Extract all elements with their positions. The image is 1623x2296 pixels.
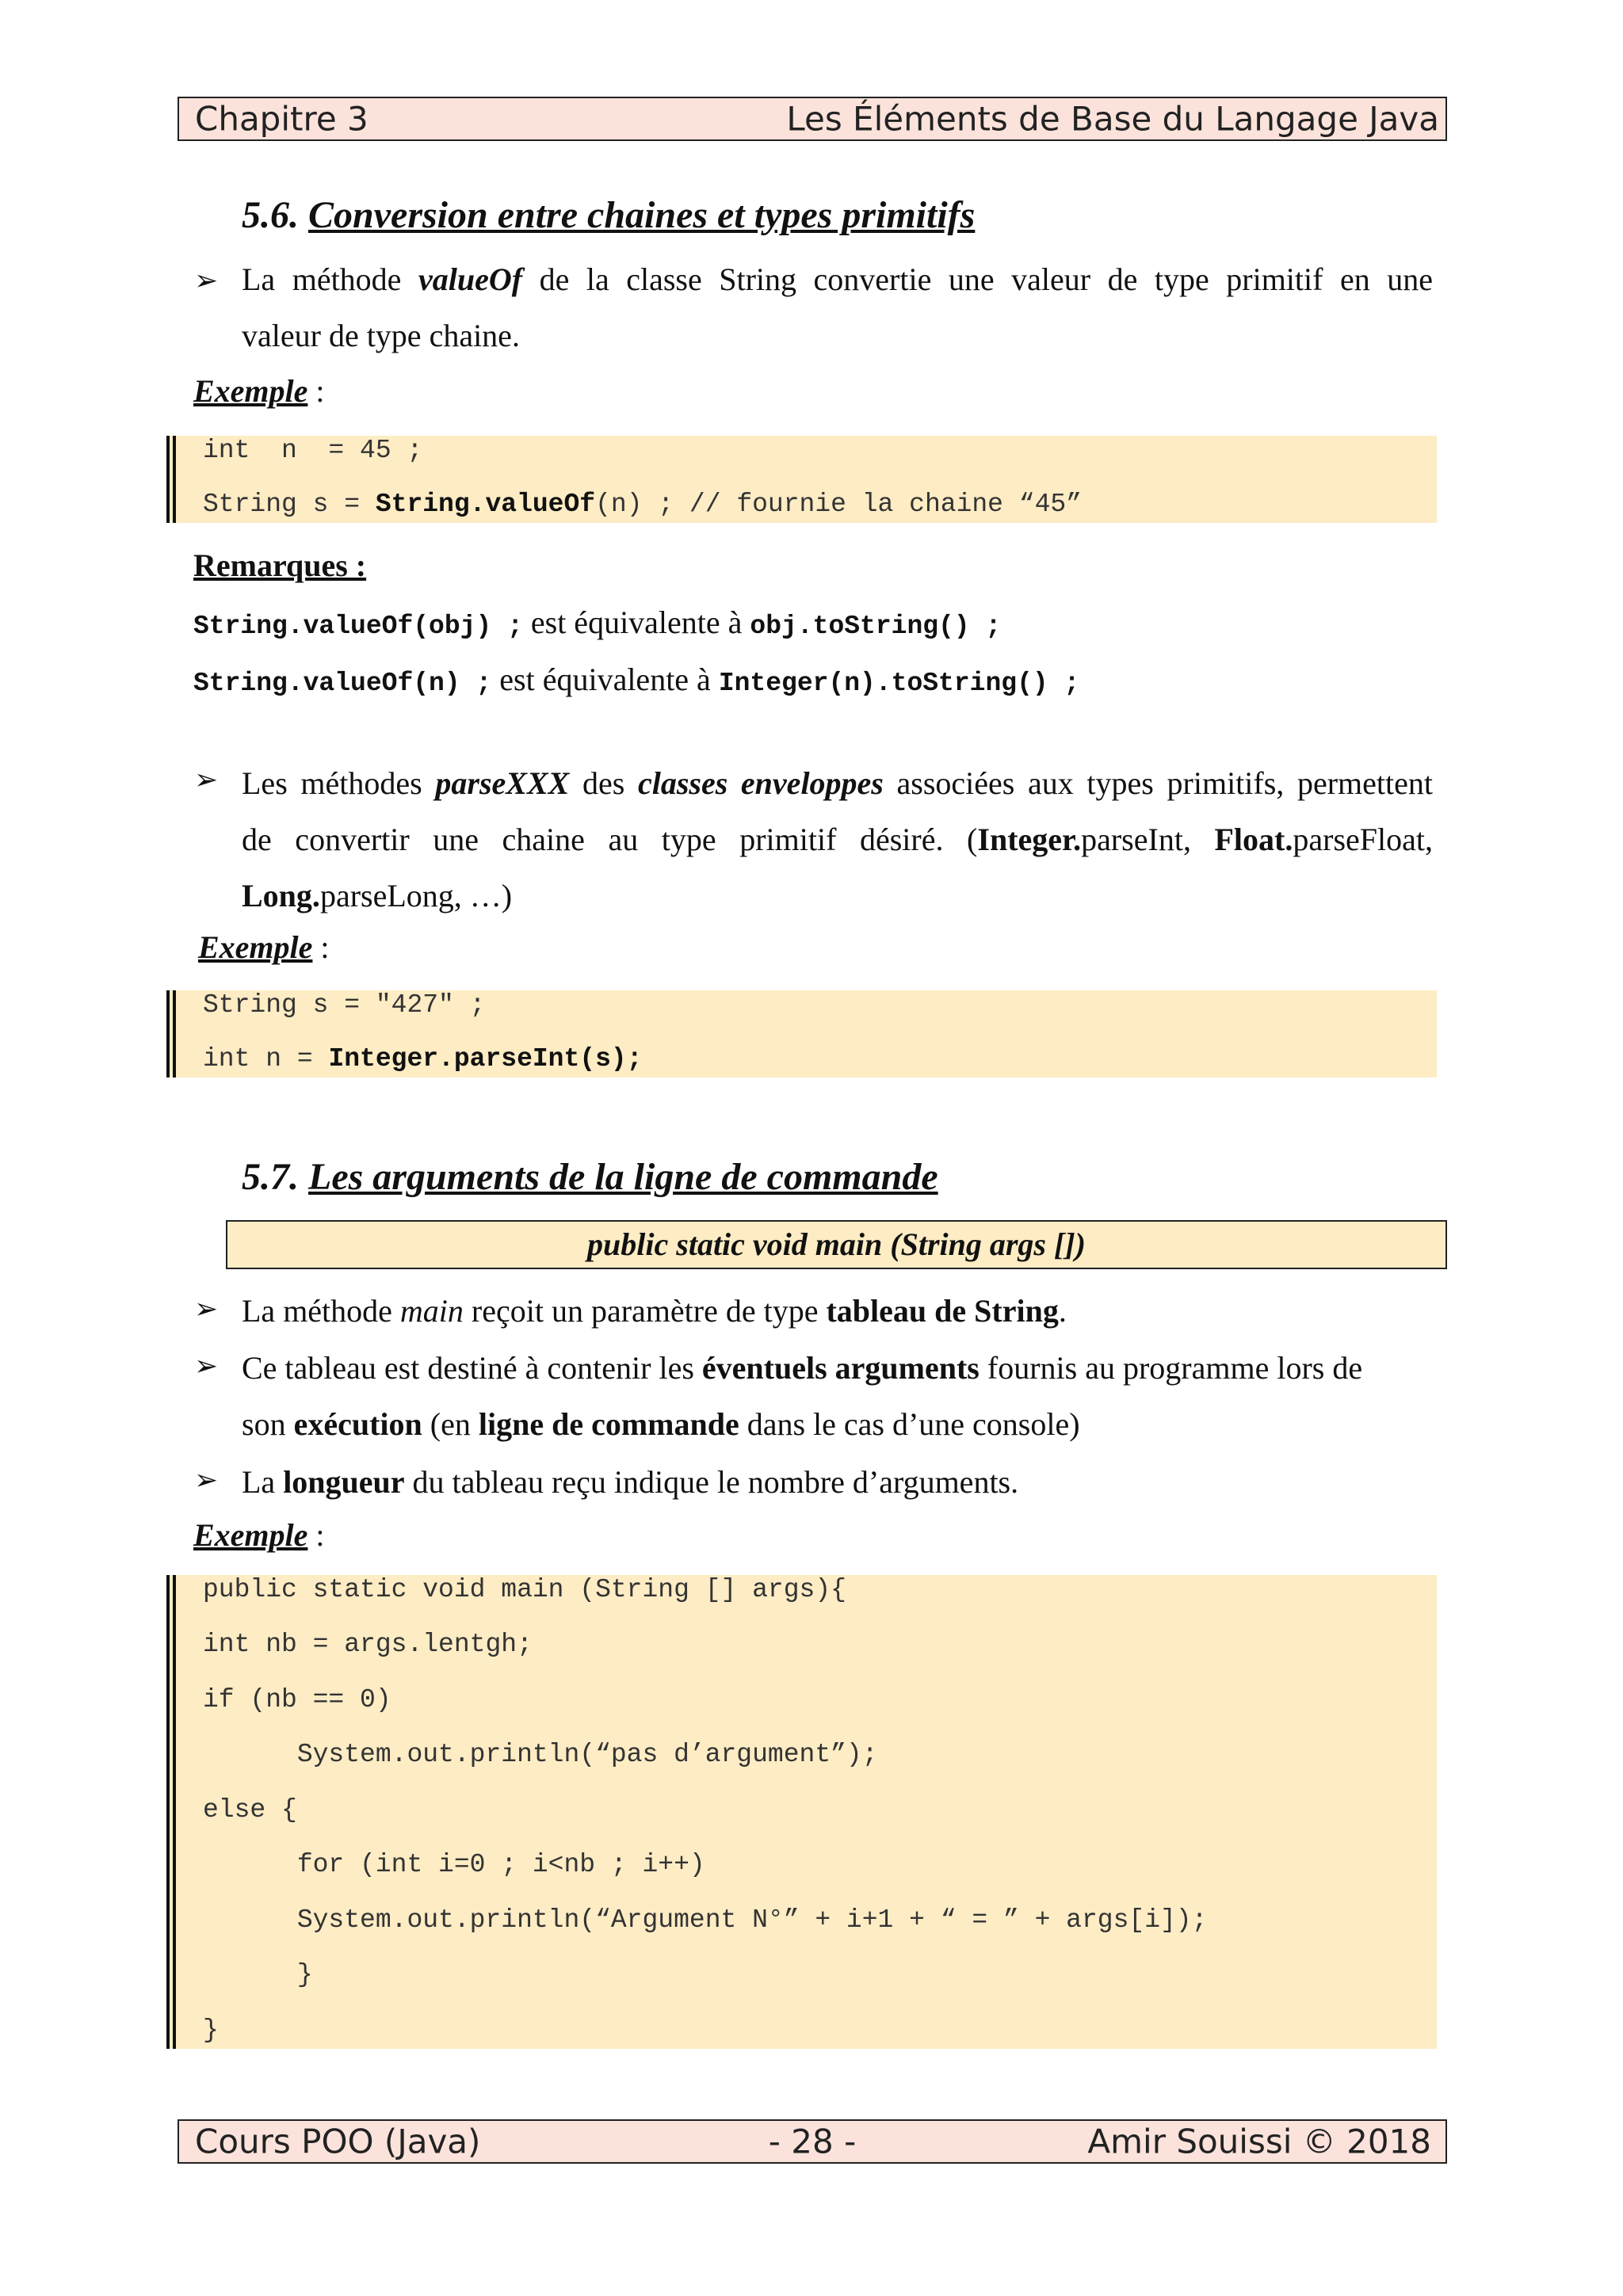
- paragraph-args-2: Ce tableau est destiné à contenir les éventuels arguments fournis au programme lors de son exécution (en ligne de commande dans le cas d’une console): [242, 1350, 1363, 1442]
- code-line: else {: [203, 1795, 297, 1825]
- code-block-valueof: [166, 436, 1437, 523]
- example-label: Exemple :: [198, 929, 330, 965]
- main-signature-box: public static void main (String args []): [226, 1220, 1447, 1269]
- section-title-5-6: 5.6. Conversion entre chaines et types primitifs: [242, 194, 976, 236]
- paragraph-parse: Les méthodes parseXXX des classes enveloppes associées aux types primitifs, permettent de convertir une chaine au type primitif désiré. (Integer.parseInt, Float.parseFloat, Long.parseLong, …): [242, 765, 1433, 913]
- code-line: int nb = args.lentgh;: [203, 1630, 533, 1659]
- remarks-title: Remarques :: [193, 547, 367, 583]
- page-footer: [178, 2119, 1447, 2164]
- remark-line-1: String.valueOf(obj) ; est équivalente à obj.toString() ;: [193, 605, 1002, 641]
- bullet-arrow-icon: ➢: [194, 1464, 219, 1497]
- paragraph-args-3: La longueur du tableau reçu indique le nombre d’arguments.: [242, 1464, 1019, 1500]
- code-line: String s = String.valueOf(n) ; // fournie la chaine “45”: [203, 490, 1082, 519]
- code-line: }: [203, 2016, 219, 2045]
- section-title-5-7: 5.7. Les arguments de la ligne de commande: [242, 1156, 938, 1198]
- code-line: System.out.println(“pas d’argument”);: [203, 1740, 878, 1769]
- bullet-arrow-icon: ➢: [194, 1293, 219, 1325]
- remark-line-2: String.valueOf(n) ; est équivalente à Integer(n).toString() ;: [193, 662, 1080, 698]
- code-block-parseint: [166, 990, 1437, 1077]
- code-line: for (int i=0 ; i<nb ; i++): [203, 1850, 705, 1879]
- code-line: if (nb == 0): [203, 1685, 391, 1714]
- code-line: int n = Integer.parseInt(s);: [203, 1044, 643, 1074]
- code-line: String s = "427" ;: [203, 990, 486, 1020]
- example-label: Exemple :: [193, 1517, 325, 1553]
- paragraph-args-1: La méthode main reçoit un paramètre de type tableau de String.: [242, 1293, 1067, 1329]
- code-block-main: [166, 1575, 1437, 2049]
- example-label: Exemple :: [193, 373, 325, 409]
- header-title: Les Éléments de Base du Langage Java: [786, 99, 1439, 139]
- footer-page-number: - 28 -: [768, 2122, 857, 2161]
- code-line: }: [203, 1960, 313, 1989]
- footer-author: Amir Souissi © 2018: [1087, 2122, 1431, 2161]
- header-chapter: Chapitre 3: [195, 99, 369, 139]
- paragraph-valueof: La méthode valueOf de la classe String convertie une valeur de type primitif en une valeur de type chaine.: [242, 261, 1434, 353]
- footer-course: Cours POO (Java): [195, 2122, 481, 2161]
- page-header: [178, 97, 1447, 141]
- code-line: System.out.println(“Argument N°” + i+1 + “ = ” + args[i]);: [203, 1905, 1208, 1935]
- bullet-arrow-icon: ➢: [194, 265, 219, 297]
- bullet-arrow-icon: ➢: [194, 764, 219, 796]
- code-line: int n = 45 ;: [203, 436, 423, 465]
- bullet-arrow-icon: ➢: [194, 1350, 219, 1383]
- code-line: public static void main (String [] args){: [203, 1575, 846, 1604]
